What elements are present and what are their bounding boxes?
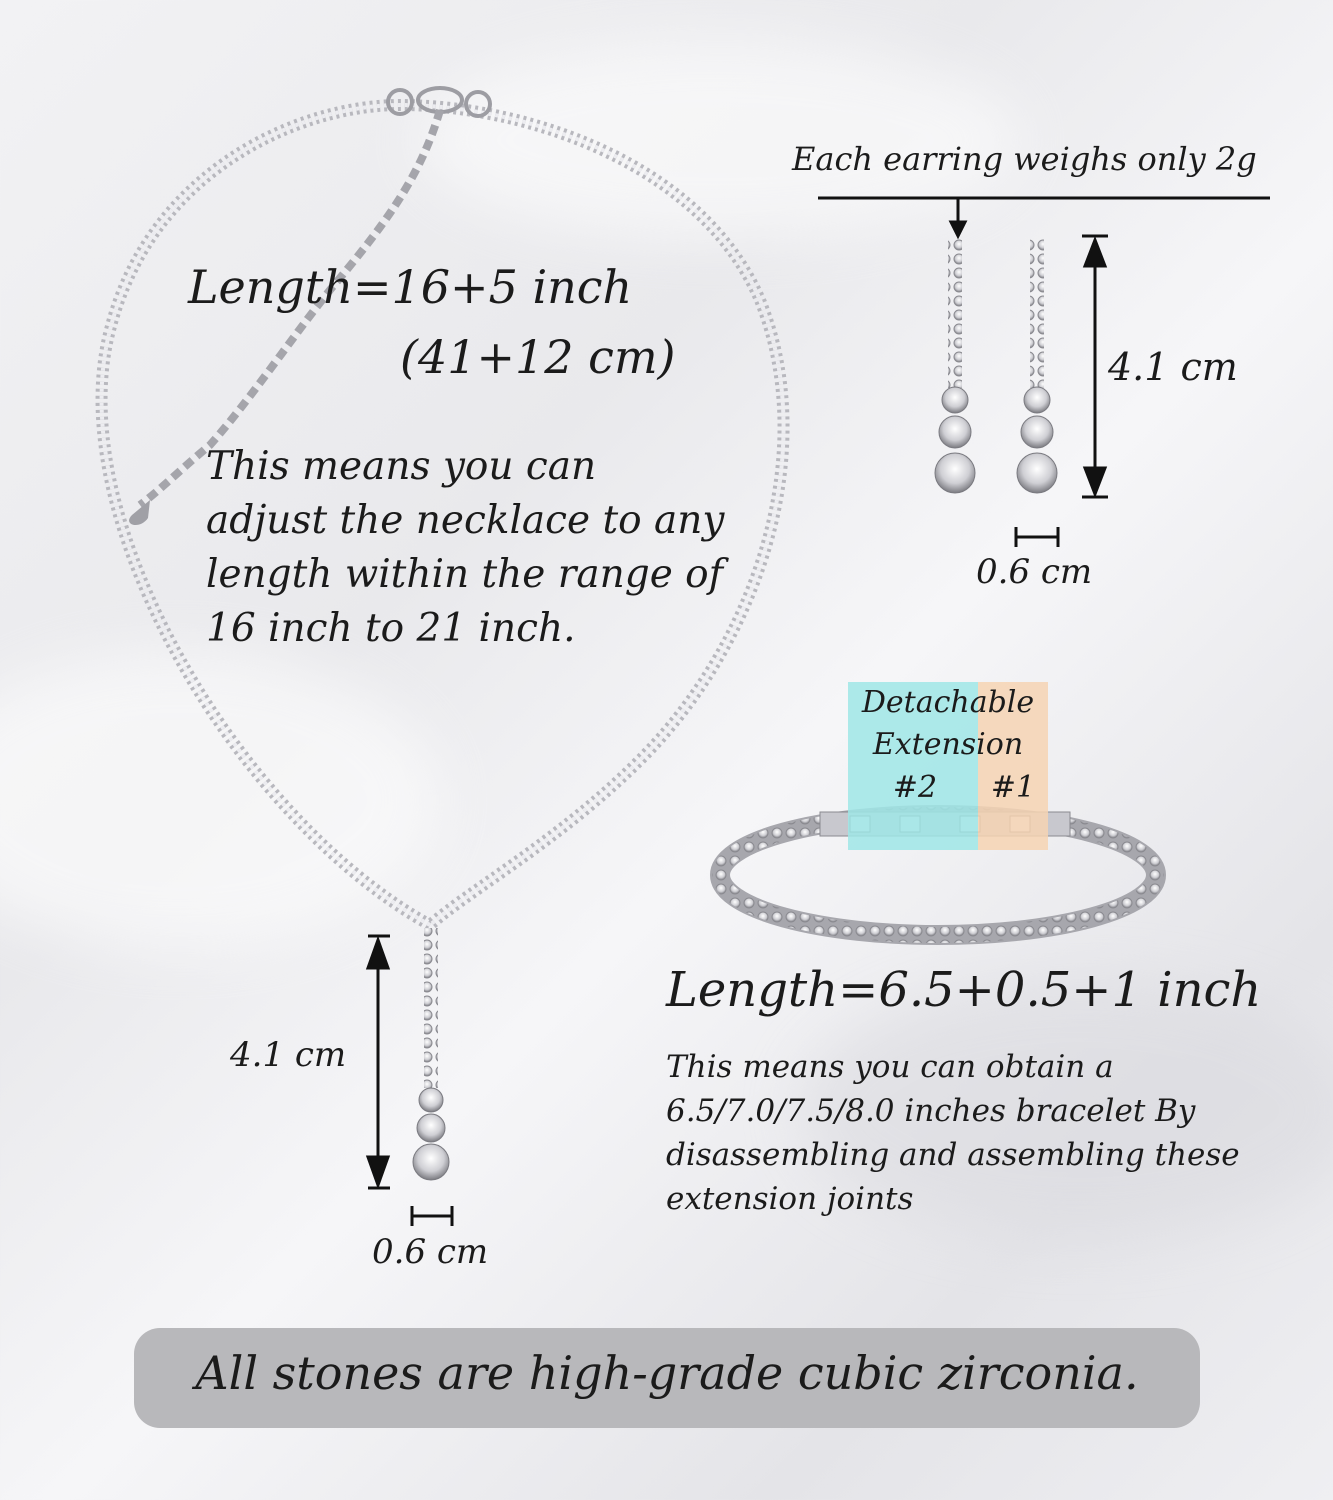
necklace-length-cm-label: (41+12 cm) — [400, 330, 676, 384]
necklace-drop — [413, 928, 449, 1180]
necklace-description: This means you can adjust the necklace to any length within the range of 16 inch to 21 inch. — [206, 444, 725, 651]
earring-width-label: 0.6 cm — [976, 552, 1093, 592]
necklace-length-label: Length=16+5 inch — [188, 260, 633, 314]
necklace-width-arrow — [412, 1206, 452, 1226]
extension-2-label: #2 — [892, 770, 938, 805]
necklace-drop-width-label: 0.6 cm — [372, 1232, 489, 1272]
necklace-drop-arrow — [368, 936, 390, 1188]
earring-weight-label: Each earring weighs only 2g — [792, 140, 1257, 178]
extension-label-line2: Extension — [872, 727, 1024, 762]
earring-right — [1017, 238, 1057, 493]
earring-left — [935, 238, 975, 493]
extension-label-line1: Detachable — [861, 685, 1035, 720]
bracelet-length-label: Length=6.5+0.5+1 inch — [666, 962, 1262, 1018]
footer-note: All stones are high-grade cubic zirconia. — [195, 1346, 1139, 1400]
bracelet-description: This means you can obtain a 6.5/7.0/7.5/8.0 inches bracelet By disassembling and assembling these extension joints — [666, 1049, 1240, 1217]
earring-width-arrow — [1016, 527, 1058, 547]
extension-1-label: #1 — [990, 770, 1036, 805]
earring-weight-line — [818, 198, 1270, 236]
necklace-drop-length-label: 4.1 cm — [230, 1035, 347, 1075]
earring-length-arrow — [1082, 236, 1108, 497]
earring-length-label: 4.1 cm — [1108, 345, 1238, 389]
